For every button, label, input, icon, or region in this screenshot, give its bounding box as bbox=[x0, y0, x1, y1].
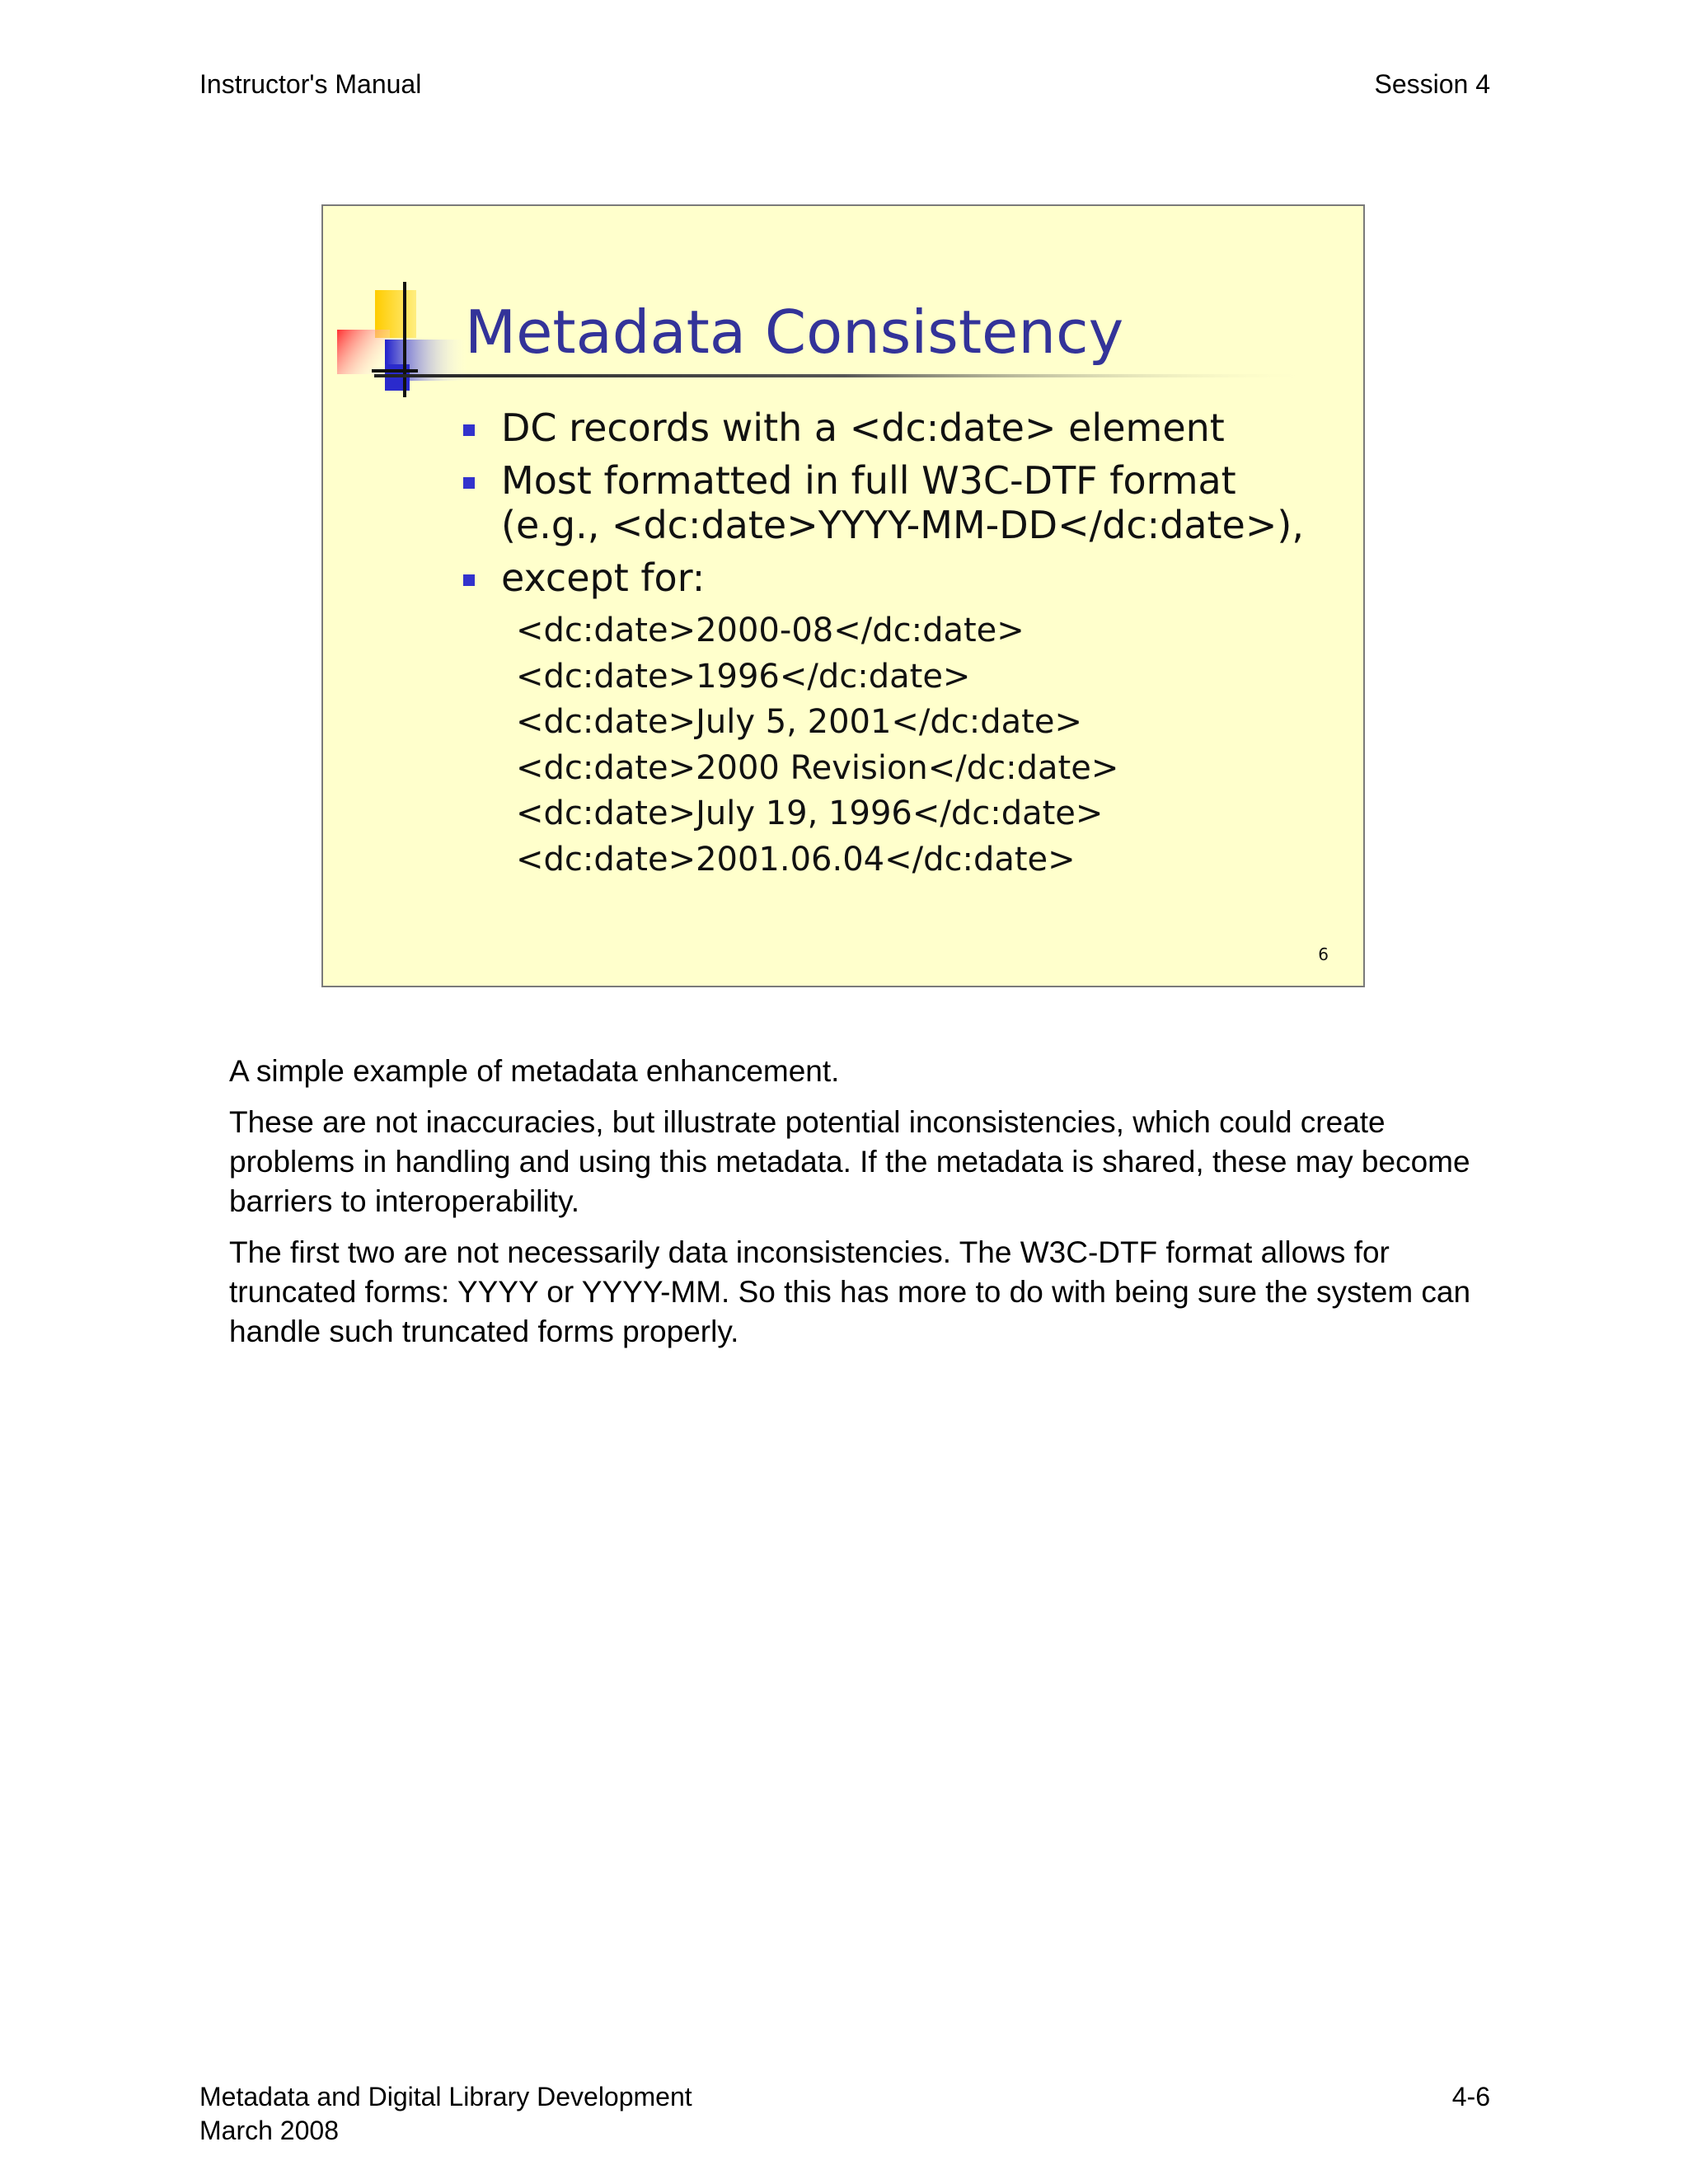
footer-course-info bbox=[199, 2080, 692, 2148]
slide-title: Metadata Consistency bbox=[465, 298, 1124, 367]
notes-paragraph: The first two are not necessarily data inconsistencies. The W3C-DTF format allows for truncated forms: YYYY or YYYY-MM. So this has more to do with being sure the system can handle such truncated forms properly. bbox=[229, 1235, 1471, 1348]
slide-bullet-item bbox=[463, 555, 1345, 600]
bullet-square-icon bbox=[463, 574, 475, 586]
footer-date: March 2008 bbox=[199, 2116, 339, 2145]
header-session: Session 4 bbox=[1374, 69, 1490, 99]
notes-paragraph: These are not inaccuracies, but illustrate potential inconsistencies, which could create problems in handling and using this metadata. If the metadata is shared, these may become barriers to interoperability. bbox=[229, 1105, 1470, 1218]
date-example: <dc:date>2001.06.04</dc:date> bbox=[516, 840, 1076, 879]
bullet-text: except for: bbox=[501, 555, 706, 600]
date-example-list bbox=[463, 608, 1345, 883]
speaker-notes bbox=[229, 1052, 1490, 1363]
slide-bullet-item bbox=[463, 458, 1345, 547]
date-example: <dc:date>1996</dc:date> bbox=[516, 657, 971, 696]
title-underline-rule bbox=[374, 373, 1314, 379]
bullet-square-icon bbox=[463, 424, 475, 436]
bullet-square-icon bbox=[463, 477, 475, 489]
date-example: <dc:date>July 19, 1996</dc:date> bbox=[516, 794, 1104, 832]
header-manual-title: Instructor's Manual bbox=[199, 69, 422, 99]
footer-page-number: 4-6 bbox=[1451, 2082, 1490, 2111]
slide-number: 6 bbox=[1318, 944, 1329, 964]
notes-paragraph: A simple example of metadata enhancement. bbox=[229, 1054, 840, 1088]
date-example: <dc:date>2000-08</dc:date> bbox=[516, 612, 1025, 649]
bullet-text: DC records with a <dc:date> element bbox=[501, 405, 1225, 450]
footer-course-title: Metadata and Digital Library Development bbox=[199, 2082, 692, 2111]
slide-bullet-list bbox=[463, 405, 1345, 883]
date-example: <dc:date>July 5, 2001</dc:date> bbox=[516, 703, 1082, 741]
date-example: <dc:date>2000 Revision</dc:date> bbox=[516, 748, 1119, 787]
slide-logo-graphic bbox=[335, 282, 476, 405]
bullet-text: Most formatted in full W3C-DTF format (e.g., <dc:date>YYYY-MM-DD</dc:date>), bbox=[501, 458, 1304, 547]
slide-bullet-item bbox=[463, 405, 1345, 450]
slide-thumbnail bbox=[321, 204, 1365, 987]
